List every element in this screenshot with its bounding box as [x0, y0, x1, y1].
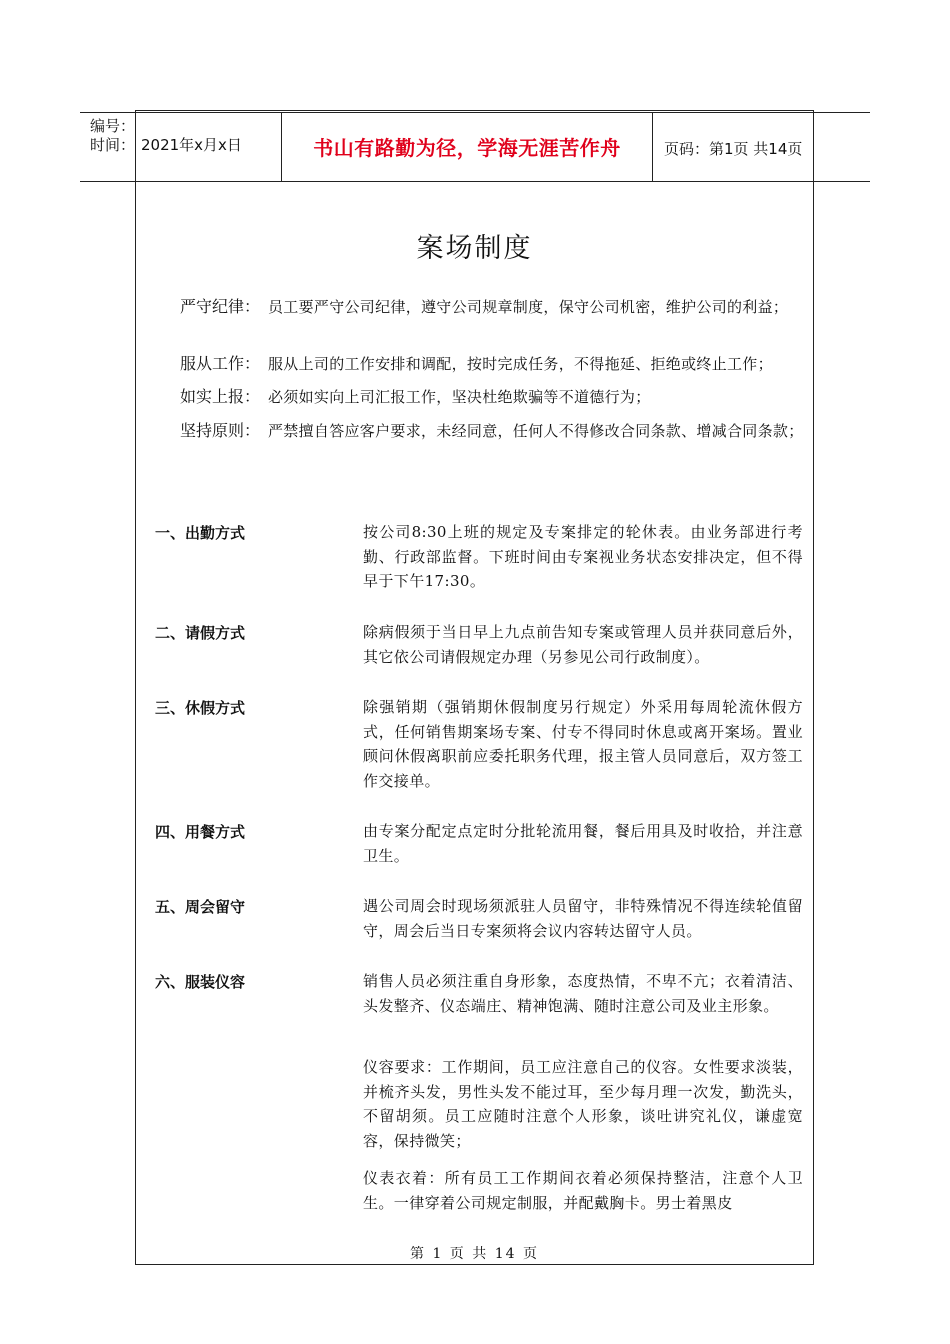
header-divider-2 [652, 112, 653, 181]
principle-text: 服从上司的工作安排和调配，按时完成任务，不得拖延、拒绝或终止工作； [268, 355, 773, 373]
section-paragraph: 由专案分配定点定时分批轮流用餐，餐后用具及时收拾，并注意卫生。 [363, 822, 803, 865]
section-paragraph: 除强销期（强销期休假制度另行规定）外采用每周轮流休假方式，任何销售期案场专案、付专不得同时休息或离开案场。置业顾问休假离职前应委托职务代理，报主管人员同意后，双方签工作交接单。 [363, 698, 803, 790]
principle-label: 如实上报： [180, 387, 261, 406]
section-heading: 一、出勤方式 [155, 524, 246, 542]
document-title: 案场制度 [416, 233, 533, 264]
section-paragraph: 除病假须于当日早上九点前告知专案或管理人员并获同意后外，其它依公司请假规定办理（另参见公司行政制度）。 [363, 623, 803, 666]
principle-label: 坚持原则： [180, 421, 261, 440]
section-heading: 二、请假方式 [155, 624, 246, 642]
principle-item [180, 418, 808, 444]
number-label: 编号： [90, 117, 136, 135]
header-bottom-rule [80, 181, 870, 182]
header-motto: 书山有路勤为径，学海无涯苦作舟 [313, 136, 621, 160]
section-paragraph: 按公司8:30上班的规定及专案排定的轮休表。由业务部进行考勤、行政部监督。下班时间由专案视业务状态安排决定，但不得早于下午17:30。 [363, 523, 803, 590]
principle-label: 严守纪律： [180, 297, 261, 316]
principle-text: 必须如实向上司汇报工作，坚决杜绝欺骗等不道德行为； [268, 388, 651, 406]
section-heading: 六、服装仪容 [155, 973, 246, 991]
section-paragraph: 销售人员必须注重自身形象，态度热情，不卑不亢；衣着清洁、头发整齐、仪态端庄、精神饱满、随时注意公司及业主形象。 [363, 972, 803, 1015]
section-paragraph: 仪表衣着：所有员工工作期间衣着必须保持整洁，注意个人卫生。一律穿着公司规定制服，并配戴胸卡。男士着黑皮 [363, 1169, 803, 1212]
page-footer: 第 1 页 共 14 页 [410, 1246, 539, 1262]
header-page-info: 页码：第1页 共14页 [664, 140, 803, 158]
principle-item [180, 351, 808, 377]
section-paragraph: 遇公司周会时现场须派驻人员留守，非特殊情况不得连续轮值留守，周会后当日专案须将会议内容转达留守人员。 [363, 897, 803, 940]
principle-label: 服从工作： [180, 354, 261, 373]
section-paragraph: 仪容要求：工作期间，员工应注意自己的仪容。女性要求淡装，并梳齐头发，男性头发不能过耳，至少每月理一次发，勤洗头，不留胡须。员工应随时注意个人形象，谈吐讲究礼仪，谦虚宽容，保持微笑； [363, 1058, 803, 1150]
header-divider-1 [281, 112, 282, 181]
time-label: 时间： [90, 136, 136, 154]
section-heading: 五、周会留守 [155, 898, 246, 916]
principle-item [180, 384, 808, 410]
principle-text: 严禁擅自答应客户要求，未经同意，任何人不得修改合同条款、增减合同条款； [268, 422, 804, 440]
section-heading: 三、休假方式 [155, 699, 246, 717]
principle-text: 员工要严守公司纪律，遵守公司规章制度，保守公司机密，维护公司的利益； [268, 298, 789, 316]
header-date: 2021年x月x日 [141, 136, 242, 154]
header-top-rule [80, 112, 870, 113]
section-heading: 四、用餐方式 [155, 823, 246, 841]
principle-item [180, 294, 808, 320]
